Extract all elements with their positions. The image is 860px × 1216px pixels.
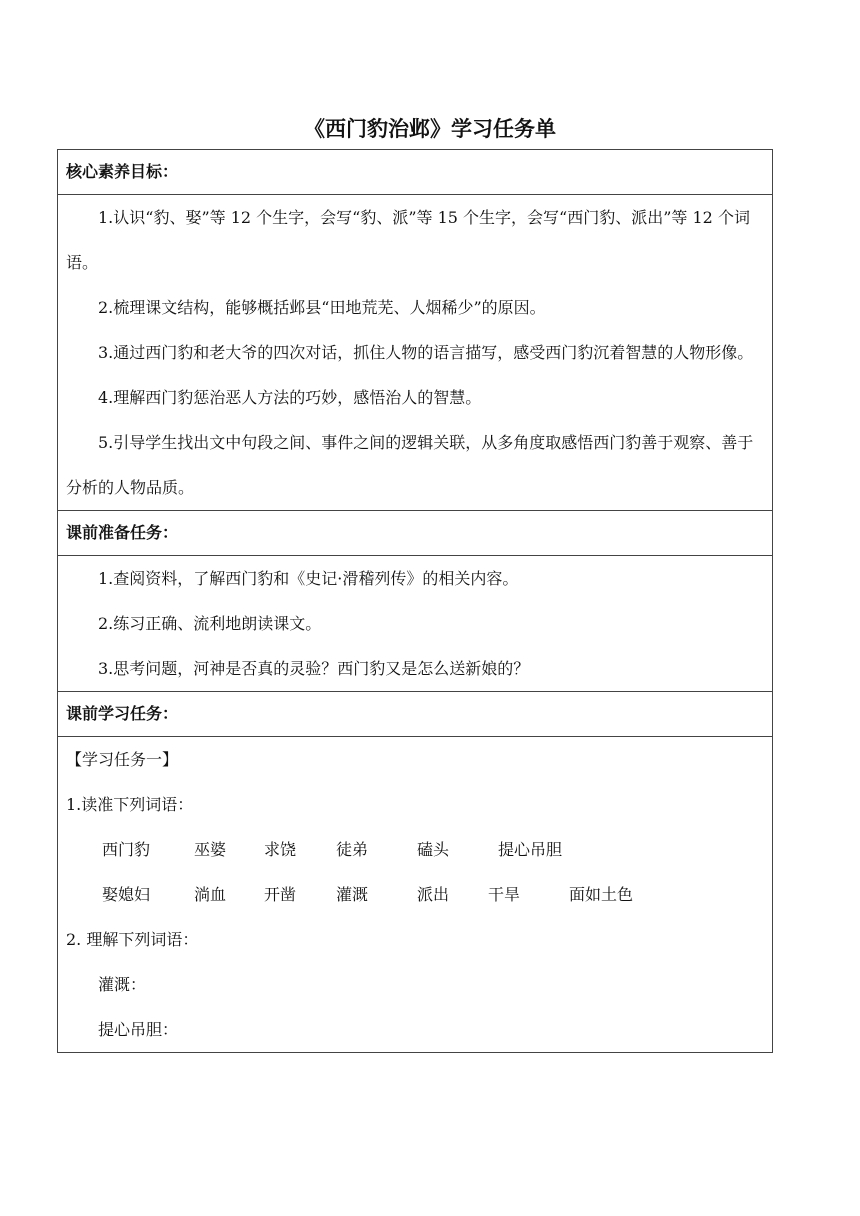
words-row-1 [66,827,764,872]
word-item: 巫婆 [194,840,227,859]
word-item: 干旱 [488,885,521,904]
prep-heading: 课前准备任务： [58,511,773,556]
goal-item-1: 1.认识“豹、娶”等 12 个生字，会写“豹、派”等 15 个生字，会写“西门豹、派出”等 12 个词语。 [66,208,750,272]
prep-item-2: 2.练习正确、流利地朗读课文。 [98,614,322,633]
goal-item-5: 5.引导学生找出文中句段之间、事件之间的逻辑关联，从多角度取感悟西门豹善于观察、善于分析的人物品质。 [66,433,754,497]
term-anxious: 提心吊胆： [98,1020,179,1039]
page-title: 《西门豹治邺》学习任务单 [304,117,556,141]
word-item: 面如土色 [569,885,634,904]
goal-item-2: 2.梳理课文结构，能够概括邺县“田地荒芜、人烟稀少”的原因。 [98,298,546,317]
word-item: 徒弟 [336,840,369,859]
study-heading: 课前学习任务： [58,692,773,737]
goals-content [58,195,773,511]
word-item: 派出 [417,885,450,904]
word-item: 灌溉 [336,885,369,904]
goal-item-3: 3.通过西门豹和老大爷的四次对话，抓住人物的语言描写，感受西门豹沉着智慧的人物形像。 [98,343,754,362]
task-label: 【学习任务一】 [66,750,179,769]
question-2: 2. 理解下列词语： [66,930,199,949]
prep-content [58,556,773,692]
word-item: 淌血 [194,885,227,904]
words-row-2 [66,872,764,917]
question-1: 1.读准下列词语： [66,795,194,814]
task-sheet-table [57,149,773,1053]
prep-item-1: 1.查阅资料，了解西门豹和《史记·滑稽列传》的相关内容。 [98,569,519,588]
word-item: 娶媳妇 [102,885,151,904]
study-content [58,737,773,1053]
word-item: 西门豹 [102,840,151,859]
prep-item-3: 3.思考问题，河神是否真的灵验？西门豹又是怎么送新娘的？ [98,659,530,678]
term-irrigation: 灌溉： [98,975,147,994]
word-item: 求饶 [264,840,297,859]
goal-item-4: 4.理解西门豹惩治恶人方法的巧妙，感悟治人的智慧。 [98,388,482,407]
word-item: 磕头 [417,840,450,859]
goals-heading: 核心素养目标： [58,150,773,195]
word-item: 开凿 [264,885,297,904]
word-item: 提心吊胆 [498,840,563,859]
